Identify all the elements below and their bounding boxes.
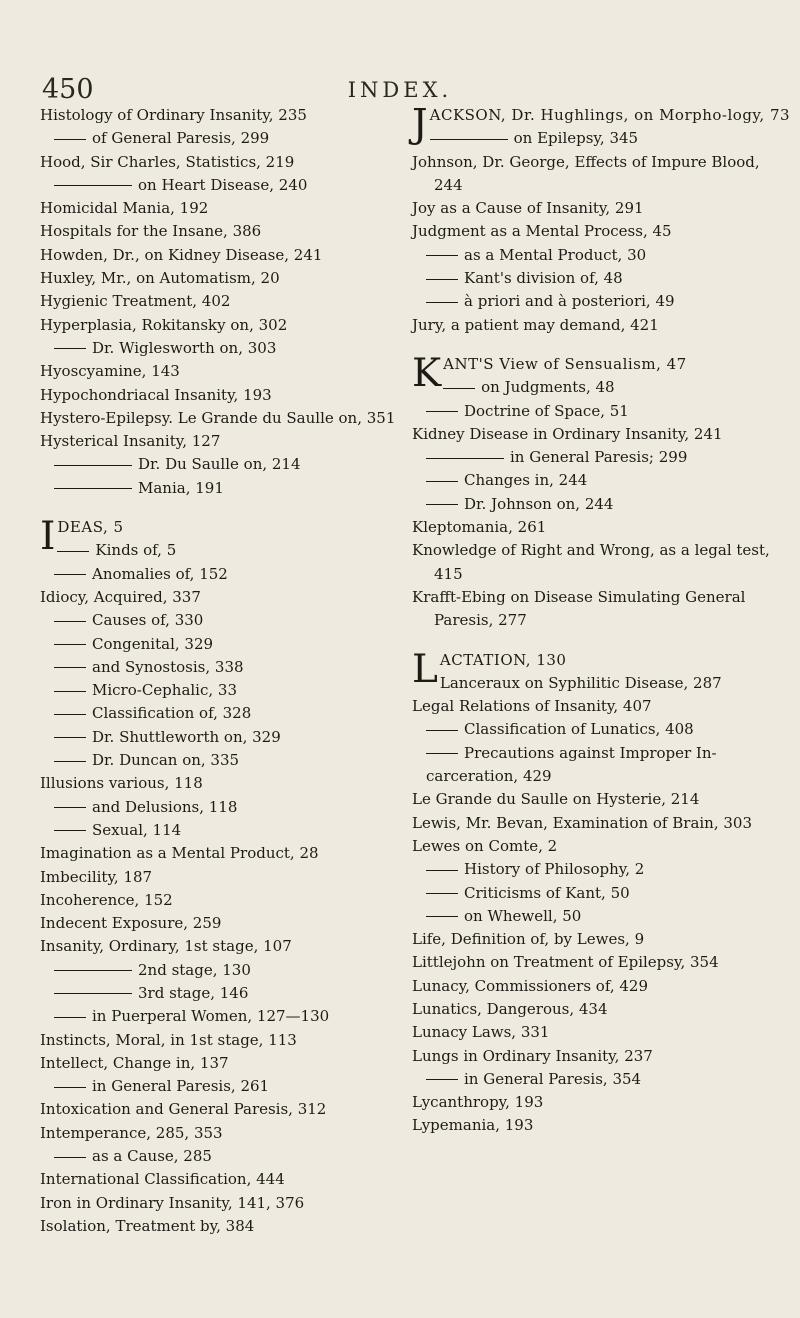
index-entry-text: Hyoscyamine, 143 [40,362,180,381]
index-entry-text: Isolation, Treatment by, 384 [40,1216,255,1235]
index-entry [412,197,784,220]
index-entry [40,290,400,313]
index-entry [40,959,400,982]
index-entry [40,1168,400,1191]
index-entry-text: Precautions against Improper In-carceration, 429 [426,743,717,786]
index-entry-text: Intemperance, 285, 353 [40,1123,223,1142]
index-entry [40,1122,400,1145]
index-entry [412,1114,784,1137]
index-entry [40,586,400,609]
section-initial: K [412,350,442,396]
index-entry-text: Knowledge of Right and Wrong, as a legal test, 415 [412,541,770,583]
index-entry [40,174,400,197]
section-gap [40,500,400,516]
index-entry-text: Lanceraux on Syphilitic Disease, 287 [439,673,722,692]
index-column-left [40,104,400,1238]
index-entry-text: Kant's division of, 48 [464,269,623,288]
index-entry [412,975,784,998]
index-entry [412,151,784,198]
index-entry-text: Kleptomania, 261 [412,518,547,537]
section-gap [412,337,784,353]
index-entry-text: à priori and à posteriori, 49 [464,292,675,311]
index-entry [412,905,784,928]
index-entry [412,1068,784,1091]
index-entry-text: Dr. Wiglesworth on, 303 [92,338,277,357]
index-entry-text: DEAS, 5 [57,518,124,537]
index-entry-text: 2nd stage, 130 [138,960,251,979]
index-entry [40,563,400,586]
index-entry-text: Le Grande du Saulle on Hysterie, 214 [412,790,700,809]
index-entry-text: Littlejohn on Treatment of Epilepsy, 354 [412,953,719,972]
index-entry-text: of General Paresis, 299 [92,129,270,148]
index-entry-text: Dr. Shuttleworth on, 329 [92,727,281,746]
index-entry-text: on Whewell, 50 [464,906,582,925]
index-entry [412,423,784,446]
index-entry-text: as a Cause, 285 [92,1147,212,1166]
index-entry [40,104,400,127]
index-entry [40,197,400,220]
index-entry [412,858,784,881]
index-entry [40,1145,400,1168]
index-entry [40,360,400,383]
index-entry [412,882,784,905]
index-entry [40,726,400,749]
index-entry [412,267,784,290]
index-entry [40,702,400,725]
index-entry [412,812,784,835]
index-entry-text: Lunatics, Dangerous, 434 [412,999,608,1018]
index-entry [412,928,784,951]
index-entry [40,842,400,865]
index-entry [40,220,400,243]
index-entry [412,998,784,1021]
index-column-right [412,102,791,1138]
index-entry-text: Hypochondriacal Insanity, 193 [40,385,272,404]
index-entry-text: ACKSON, Dr. Hughlings, on Morpho-logy, 73 [429,106,791,124]
index-entry-text: Kidney Disease in Ordinary Insanity, 241 [412,424,723,443]
index-entry-text: in General Paresis, 354 [464,1069,642,1088]
index-entry-text: Idiocy, Acquired, 337 [40,587,201,606]
index-entry [40,982,400,1005]
index-entry-text: Micro-Cephalic, 33 [92,681,238,700]
index-entry [40,772,400,795]
index-entry-text: Hood, Sir Charles, Statistics, 219 [40,152,295,171]
index-entry [40,127,400,150]
index-entry-text: Iron in Ordinary Insanity, 141, 376 [40,1193,305,1212]
index-entry-text: 3rd stage, 146 [138,983,249,1002]
index-entry-text: Anomalies of, 152 [92,564,228,583]
index-entry-text: Hystero-Epilepsy. Le Grande du Saulle on, 351 [40,408,396,427]
index-entry-text: Criticisms of Kant, 50 [464,883,630,902]
index-entry [412,586,784,633]
index-entry [412,400,784,423]
index-entry-text: Hospitals for the Insane, 386 [40,222,262,241]
index-entry [40,337,400,360]
index-entry-text: Mania, 191 [138,478,224,497]
index-entry-text: Imbecility, 187 [40,867,153,886]
index-entry [40,430,400,453]
section-gap [412,633,784,649]
index-entry-text: Lunacy, Commissioners of, 429 [412,976,649,995]
index-entry [412,788,784,811]
index-entry [412,244,784,267]
index-entry-text: Hygienic Treatment, 402 [40,292,231,311]
index-entry-text: on Heart Disease, 240 [138,175,308,194]
index-entry-text: Instincts, Moral, in 1st stage, 113 [40,1030,297,1049]
index-entry [412,290,784,313]
index-entry-text: and Delusions, 118 [92,797,238,816]
section-initial: L [412,646,438,692]
index-entry-text: Intoxication and General Paresis, 312 [40,1100,327,1119]
index-entry [40,749,400,772]
index-entry-text: Life, Definition of, by Lewes, 9 [412,930,645,949]
index-entry [40,1005,400,1028]
index-entry-text: Krafft-Ebing on Disease Simulating General Paresis, 277 [412,587,746,630]
index-entry-text: Doctrine of Space, 51 [464,401,629,420]
index-entry-text: Joy as a Cause of Insanity, 291 [412,199,644,218]
index-entry [412,516,784,539]
index-entry-text: Huxley, Mr., on Automatism, 20 [40,269,280,288]
index-entry-text: History of Philosophy, 2 [464,860,645,879]
index-entry [40,1192,400,1215]
index-entry-text: Dr. Johnson on, 244 [464,494,614,513]
index-entry-text: Hysterical Insanity, 127 [40,432,221,451]
index-entry [40,1029,400,1052]
index-entry [40,1052,400,1075]
index-entry [40,819,400,842]
index-entry [40,539,400,562]
index-entry-text: Insanity, Ordinary, 1st stage, 107 [40,937,292,956]
index-entry-text: ACTATION, 130 [439,650,567,669]
index-entry-text: on Judgments, 48 [481,378,615,397]
index-entry [40,935,400,958]
index-entry [40,889,400,912]
index-entry-text: Lewis, Mr. Bevan, Examination of Brain, 303 [412,813,753,832]
index-entry-text: Homicidal Mania, 192 [40,199,209,218]
index-entry [40,407,400,430]
index-entry-text: Histology of Ordinary Insanity, 235 [40,106,307,124]
index-entry [412,1021,784,1044]
section-initial: I [40,514,56,560]
index-entry-text: as a Mental Product, 30 [464,245,647,264]
index-entry [412,376,784,399]
index-entry [412,446,784,469]
index-entry-text: Johnson, Dr. George, Effects of Impure Blood, 244 [412,152,760,194]
index-entry [412,127,784,150]
index-entry-text: Causes of, 330 [92,611,204,630]
index-entry-text: Classification of Lunatics, 408 [464,720,694,739]
index-entry [40,1075,400,1098]
index-entry-text: and Synostosis, 338 [92,657,244,676]
index-entry [40,1098,400,1121]
index-entry-text: Judgment as a Mental Process, 45 [412,222,672,241]
index-entry-text: Changes in, 244 [464,471,588,490]
index-entry [40,633,400,656]
index-entry [40,453,400,476]
index-entry-text: Imagination as a Mental Product, 28 [40,844,319,863]
index-entry-text: on Epilepsy, 345 [513,129,639,148]
index-entry-text: Congenital, 329 [92,634,214,653]
index-entry [40,151,400,174]
section-initial: J [412,102,428,147]
index-entry-text: Classification of, 328 [92,704,252,723]
index-entry-text: Jury, a patient may demand, 421 [412,315,659,334]
index-entry [40,912,400,935]
index-entry [412,951,784,974]
index-entry [412,1091,784,1114]
index-entry-text: in Puerperal Women, 127—130 [92,1007,330,1026]
index-entry [40,1215,400,1238]
index-entry [40,384,400,407]
index-entry [40,679,400,702]
index-entry-text: Hyperplasia, Rokitansky on, 302 [40,315,288,334]
index-entry-text: Illusions various, 118 [40,774,203,793]
index-entry [40,477,400,500]
index-entry-text: Legal Relations of Insanity, 407 [412,697,652,716]
running-head: INDEX. [347,78,453,102]
index-entry-text: Indecent Exposure, 259 [40,914,222,933]
index-entry [40,314,400,337]
index-entry-text: Howden, Dr., on Kidney Disease, 241 [40,245,323,264]
index-entry-text: Lungs in Ordinary Insanity, 237 [412,1046,653,1065]
page-number: 450 [42,74,94,105]
index-entry-text: ANT'S View of Sensualism, 47 [443,354,687,373]
index-entry [412,539,784,586]
index-entry [40,244,400,267]
index-entry-text: Lewes on Comte, 2 [412,836,558,855]
index-entry [40,609,400,632]
index-entry-text: Lycanthropy, 193 [412,1093,544,1112]
index-entry-text: International Classification, 444 [40,1170,285,1189]
index-entry [412,469,784,492]
index-entry-text: Kinds of, 5 [95,541,177,560]
index-entry [40,866,400,889]
index-entry [412,672,784,695]
index-entry-text: Dr. Du Saulle on, 214 [138,455,301,474]
index-entry-text: Intellect, Change in, 137 [40,1053,229,1072]
index-entry [412,742,784,789]
index-entry [412,695,784,718]
index-entry [40,267,400,290]
index-entry-text: in General Paresis, 261 [92,1077,270,1096]
index-entry-text: Incoherence, 152 [40,890,173,909]
index-entry [412,220,784,243]
index-entry-text: Dr. Duncan on, 335 [92,751,240,770]
index-entry-text: Sexual, 114 [92,820,182,839]
index-entry [412,718,784,741]
index-entry [412,1045,784,1068]
index-entry [412,493,784,516]
index-entry-text: in General Paresis; 299 [510,448,688,467]
index-entry [40,796,400,819]
index-entry [412,314,784,337]
index-entry [40,656,400,679]
index-entry [412,835,784,858]
index-entry-text: Lypemania, 193 [412,1116,534,1135]
index-entry-text: Lunacy Laws, 331 [412,1023,550,1042]
